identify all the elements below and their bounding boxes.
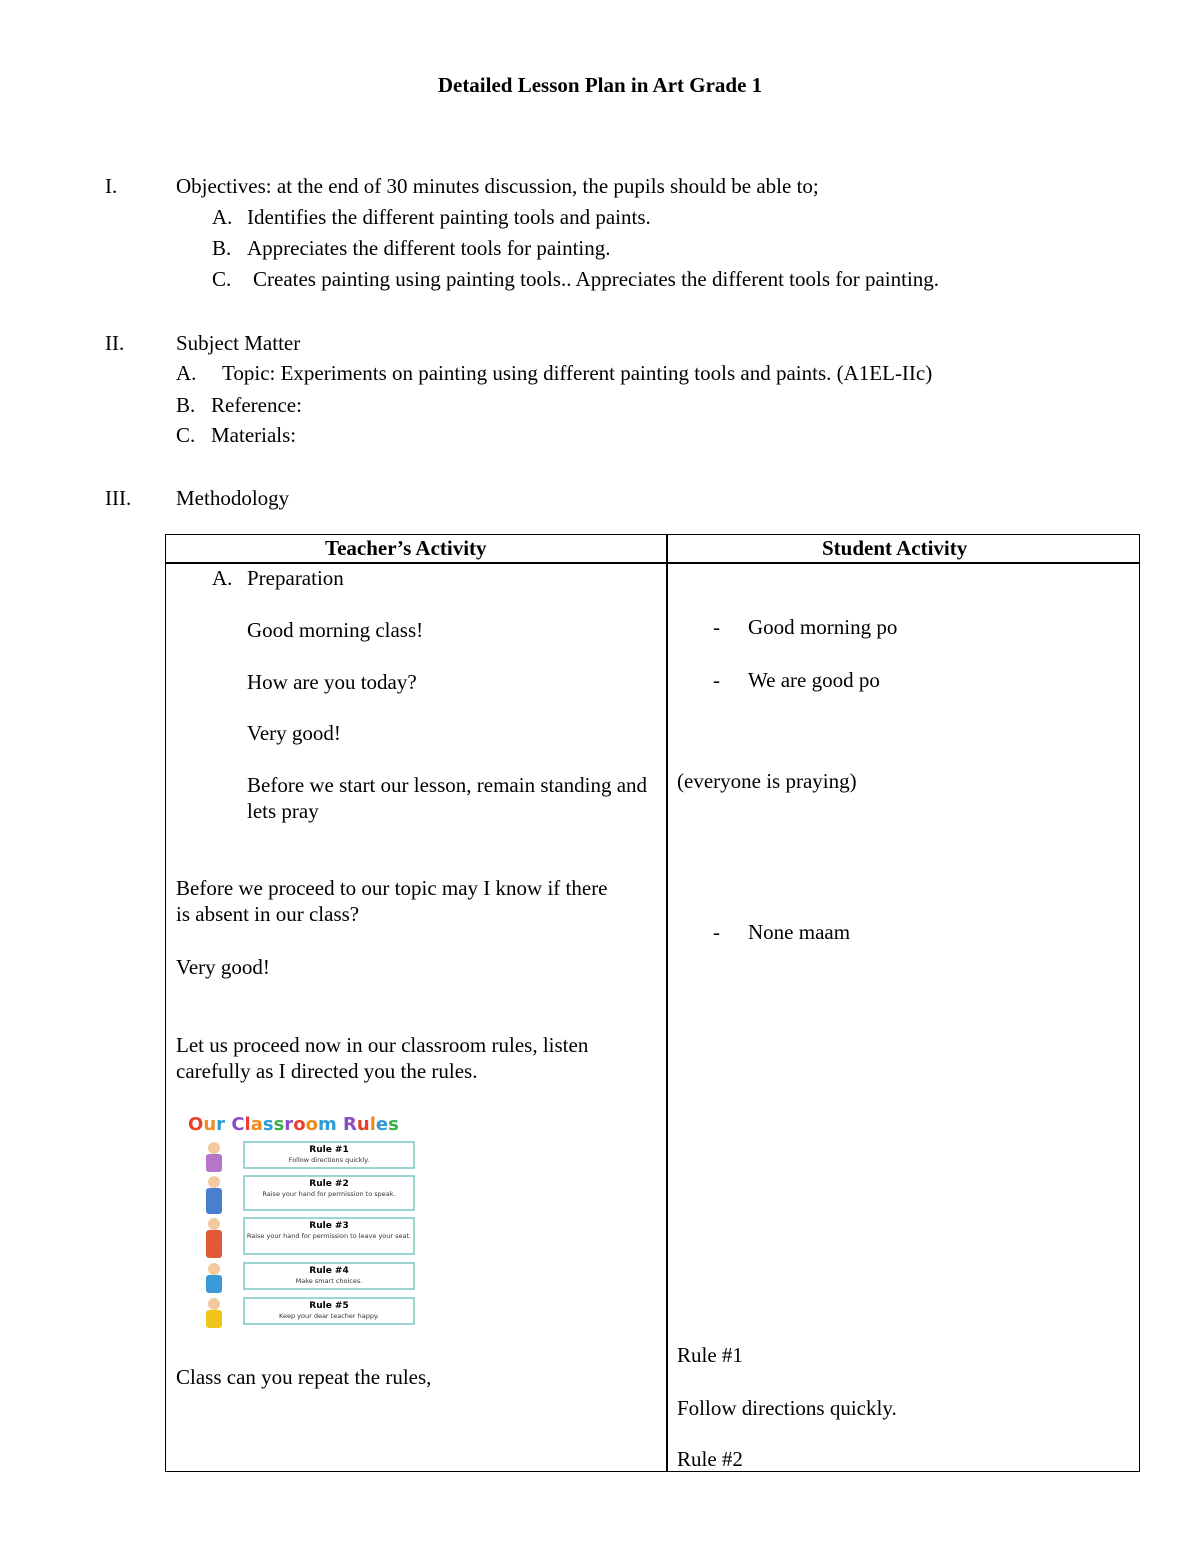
section-numeral-subject-matter: II.: [105, 331, 125, 355]
teacher-pray: Before we start our lesson, remain standing and lets pray: [247, 773, 648, 823]
kid-figure-icon: [208, 1218, 220, 1230]
preparation-label: Preparation: [247, 566, 344, 590]
kid-figure-icon: [208, 1176, 220, 1188]
rule-label: Rule #4: [309, 1266, 349, 1276]
subject-item: Reference:: [211, 393, 302, 417]
objective-item: Identifies the different painting tools and paints.: [247, 205, 651, 229]
subject-matter-heading: Subject Matter: [176, 331, 301, 355]
rule-label: Rule #3: [309, 1221, 349, 1231]
student-rule-1-text: Follow directions quickly.: [677, 1396, 897, 1420]
teacher-rules-intro: Let us proceed now in our classroom rules, listen carefully as I directed you the rules.: [176, 1033, 589, 1083]
student-we-are-good: We are good po: [748, 668, 880, 692]
rule-text: Raise your hand for permission to leave your seat.: [246, 1232, 412, 1240]
subject-letter: C.: [176, 423, 196, 447]
dash-bullet: -: [713, 920, 720, 944]
teacher-repeat-rules: Class can you repeat the rules,: [176, 1365, 432, 1389]
rule-text: Follow directions quickly.: [288, 1156, 370, 1164]
student-rule-2: Rule #2: [677, 1447, 743, 1471]
classroom-rules-title: Our Classroom Rules: [188, 1114, 399, 1135]
rule-text: Make smart choices.: [295, 1277, 363, 1285]
kid-figure-icon: [208, 1142, 220, 1154]
objective-item: Appreciates the different tools for painting.: [247, 236, 611, 260]
dash-bullet: -: [713, 668, 720, 692]
section-numeral-objectives: I.: [105, 174, 118, 198]
teacher-very-good: Very good!: [176, 955, 270, 979]
teacher-absent-question: Before we proceed to our topic may I know if there is absent in our class?: [176, 876, 608, 926]
teacher-how-are-you: How are you today?: [247, 670, 417, 694]
teacher-activity-header: Teacher’s Activity: [325, 536, 487, 560]
student-activity-header: Student Activity: [822, 536, 968, 560]
rule-label: Rule #2: [309, 1179, 349, 1189]
objective-letter: C.: [212, 267, 232, 291]
document-title: Detailed Lesson Plan in Art Grade 1: [437, 73, 763, 97]
objective-item: Creates painting using painting tools.. Appreciates the different tools for painting.: [253, 267, 940, 291]
rule-label: Rule #1: [309, 1145, 349, 1155]
teacher-very-good: Very good!: [247, 721, 341, 745]
objectives-heading: Objectives: at the end of 30 minutes discussion, the pupils should be able to;: [176, 174, 819, 198]
student-none: None maam: [748, 920, 851, 944]
kid-figure-icon: [206, 1230, 222, 1258]
teacher-greeting: Good morning class!: [247, 618, 424, 642]
kid-figure-icon: [206, 1275, 222, 1293]
kid-figure-icon: [206, 1154, 222, 1172]
subject-item: Topic: Experiments on painting using different painting tools and paints. (A1EL-IIc): [222, 361, 933, 385]
subject-letter: A.: [176, 361, 197, 385]
section-numeral-methodology: III.: [105, 486, 132, 510]
student-praying: (everyone is praying): [677, 769, 857, 793]
objective-letter: B.: [212, 236, 232, 260]
student-rule-1: Rule #1: [677, 1343, 743, 1367]
methodology-heading: Methodology: [176, 486, 290, 510]
subject-letter: B.: [176, 393, 196, 417]
classroom-rules-image: [180, 1110, 420, 1335]
subject-item: Materials:: [211, 423, 297, 447]
rule-text: Raise your hand for permission to speak.: [262, 1190, 396, 1198]
classroom-rules-drawing: [180, 1110, 420, 1335]
rule-text: Keep your dear teacher happy.: [279, 1312, 379, 1320]
kid-figure-icon: [208, 1298, 220, 1310]
kid-figure-icon: [206, 1188, 222, 1214]
kid-figure-icon: [208, 1263, 220, 1275]
preparation-letter: A.: [212, 566, 233, 590]
rule-label: Rule #5: [309, 1301, 349, 1311]
student-good-morning: Good morning po: [748, 615, 898, 639]
objective-letter: A.: [212, 205, 233, 229]
table-header-divider: [165, 562, 1140, 564]
dash-bullet: -: [713, 615, 720, 639]
kid-figure-icon: [206, 1310, 222, 1328]
table-column-divider: [666, 534, 668, 1472]
